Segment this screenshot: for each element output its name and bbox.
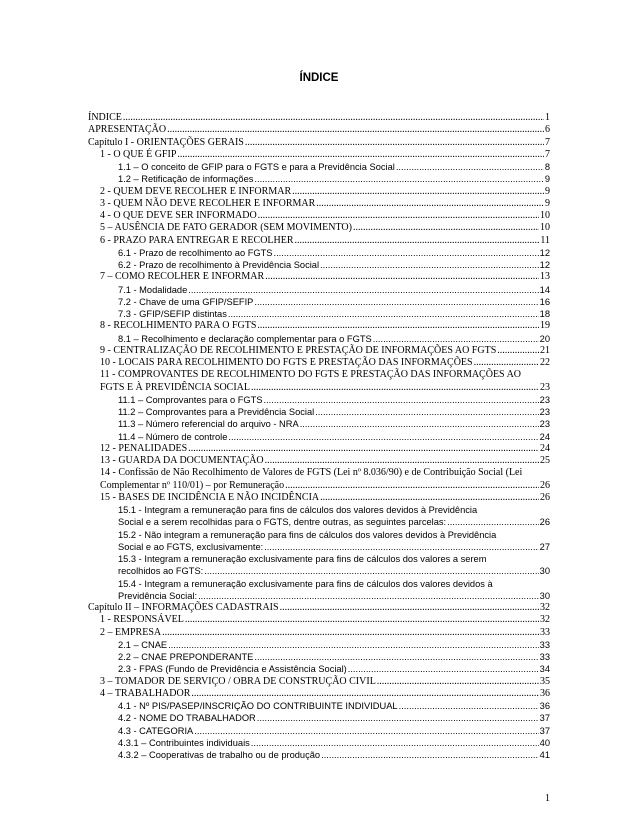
toc-leader-dots	[188, 284, 538, 296]
toc-leader-dots	[264, 541, 538, 553]
toc-leader-dots	[396, 161, 544, 173]
toc-entry-page: 13	[540, 271, 550, 283]
toc-entry[interactable]	[88, 198, 550, 210]
toc-entry-page: 26	[539, 517, 550, 528]
toc-leader-dots	[265, 455, 539, 467]
toc-entry-page: 22	[540, 357, 550, 368]
toc-entry-page: 10	[540, 222, 550, 234]
toc-entry-title: 1.1 – O conceito de GFIP para o FGTS e para a Previdência Social	[118, 162, 395, 172]
toc-entry[interactable]	[88, 382, 550, 394]
toc-entry-title: 12 - PENALIDADES	[100, 442, 188, 454]
toc-leader-dots	[254, 173, 543, 185]
toc-entry[interactable]	[88, 161, 550, 173]
toc-entry[interactable]	[88, 663, 550, 675]
toc-leader-dots	[168, 639, 539, 651]
toc-entry[interactable]	[88, 369, 550, 381]
toc-entry-page: 33	[539, 639, 550, 650]
toc-entry-title: 5 – AUSÊNCIA DE FATO GERADOR (SEM MOVIMENTO)	[100, 222, 352, 234]
toc-entry[interactable]	[88, 222, 550, 234]
toc-entry-page: 9	[545, 185, 550, 197]
toc-entry-page: 41	[539, 750, 550, 760]
toc-leader-dots	[399, 700, 539, 712]
toc-leader-dots	[162, 627, 539, 639]
toc-entry[interactable]	[88, 700, 550, 712]
toc-entry-title: 4.1 - Nº PIS/PASEP/INSCRIÇÃO DO CONTRIBUINTE INDIVIDUAL	[118, 701, 398, 711]
toc-entry-page: 27	[539, 541, 550, 552]
toc-leader-dots	[257, 712, 539, 724]
toc-entry-page: 19	[540, 320, 550, 332]
toc-entry-title: 10 - LOCAIS PARA RECOLHIMENTO DO FGTS E PRESTAÇÃO DAS INFORMAÇÕES	[100, 357, 473, 368]
toc-entry[interactable]	[88, 443, 550, 455]
toc-entry-title: 15.2 - Não integram a remuneração para fins de cálculos dos valores devidos à Previdência	[118, 529, 497, 540]
toc-entry-page: 32	[540, 614, 550, 626]
toc-entry-page: 32	[540, 602, 550, 613]
toc-entry-title: 15 - BASES DE INCIDÊNCIA E NÃO INCIDÊNCIA	[100, 491, 320, 503]
toc-entry-title: APRESENTAÇÃO	[88, 124, 167, 136]
toc-entry-page: 37	[539, 713, 550, 724]
toc-entry[interactable]	[88, 235, 550, 247]
toc-entry-page: 34	[539, 664, 550, 675]
toc-entry-page: 37	[539, 725, 550, 736]
toc-entry[interactable]	[88, 578, 550, 590]
toc-leader-dots	[373, 333, 539, 345]
toc-entry-page: 14	[539, 284, 550, 295]
toc-entry-title: 4 - O QUE DEVE SER INFORMADO	[100, 210, 257, 221]
toc-entry-title: 8.1 – Recolhimento e declaração complementar para o FGTS	[118, 333, 372, 344]
toc-entry-title: 14 - Confissão de Não Recolhimento de Valores de FGTS (Lei nº 8.036/90) e de Contribuição Social (Lei	[100, 467, 523, 479]
toc-entry-title: Capítulo I - ORIENTAÇÕES GERAIS	[88, 136, 244, 148]
toc-entry[interactable]	[88, 431, 550, 443]
toc-entry-title: 4.3.2 – Cooperativas de trabalho ou de produção	[118, 750, 321, 760]
toc-leader-dots	[245, 137, 544, 149]
toc-leader-dots	[204, 565, 538, 577]
toc-entry[interactable]	[88, 504, 550, 516]
toc-entry-title: 15.3 - Integram a remuneração exclusivamente para fins de cálculos dos valores a serem	[118, 554, 487, 564]
toc-entry[interactable]	[88, 725, 550, 737]
toc-entry[interactable]	[88, 590, 550, 602]
toc-entry[interactable]	[88, 247, 550, 259]
toc-entry-title: 7.2 - Chave de uma GFIP/SEFIP	[118, 296, 254, 307]
toc-entry-title: 2.3 - FPAS (Fundo de Previdência e Assistência Social)	[118, 664, 347, 675]
toc-entry-title: Social e ao FGTS, exclusivamente:	[118, 541, 264, 552]
toc-entry-title: Capítulo II – INFORMAÇÕES CADASTRAIS	[88, 602, 279, 613]
toc-leader-dots	[274, 247, 539, 259]
toc-leader-dots	[348, 663, 539, 675]
toc-entry-page: 23	[540, 381, 550, 393]
toc-leader-dots	[320, 492, 539, 504]
toc-entry[interactable]	[88, 406, 550, 418]
toc-entry-page: 40	[539, 737, 550, 748]
toc-entry[interactable]	[88, 541, 550, 553]
toc-entry-title: 1 - O QUE É GFIP	[100, 148, 177, 160]
toc-entry-page: 36	[540, 687, 550, 699]
toc-entry[interactable]	[88, 712, 550, 724]
toc-entry-page: 24	[539, 431, 550, 442]
toc-entry[interactable]	[88, 553, 550, 565]
toc-entry[interactable]	[88, 173, 550, 185]
toc-leader-dots	[167, 124, 544, 136]
toc-entry-page: 26	[540, 491, 550, 503]
toc-leader-dots	[285, 480, 539, 492]
toc-entry[interactable]	[88, 296, 550, 308]
toc-entry[interactable]	[88, 210, 550, 222]
toc-leader-dots	[251, 382, 539, 394]
toc-entry-title: 8 - RECOLHIMENTO PARA O FGTS	[100, 320, 257, 332]
toc-entry-title: 6.2 - Prazo de recolhimento à Previdência Social	[118, 260, 320, 270]
toc-entry-title: 11.3 – Número referencial do arquivo - NRA	[118, 419, 299, 430]
toc-entry-title: 11.4 – Número de controle	[118, 431, 228, 442]
toc-entry-page: 30	[539, 590, 550, 601]
toc-entry[interactable]	[88, 357, 550, 369]
toc-leader-dots	[194, 725, 538, 737]
toc-entry-title: 3 – TOMADOR DE SERVIÇO / OBRA DE CONSTRUÇÃO CIVIL	[100, 675, 376, 687]
toc-entry-page: 23	[539, 419, 550, 430]
toc-entry-page: 7	[545, 148, 550, 160]
toc-entry-title: 4.3 - CATEGORIA	[118, 725, 194, 736]
toc-entry[interactable]	[88, 149, 550, 161]
toc-leader-dots	[315, 406, 538, 418]
toc-entry-page: 21	[540, 344, 550, 356]
toc-entry-title: 13 - GUARDA DA DOCUMENTAÇÃO	[100, 455, 264, 466]
toc-entry[interactable]	[88, 284, 550, 296]
toc-entry-title: 7.1 - Modalidade	[118, 284, 188, 295]
toc-leader-dots	[265, 271, 539, 283]
toc-entry-title: 2 – EMPRESA	[100, 626, 162, 638]
toc-entry-page: 9	[545, 197, 550, 209]
toc-entry-page: 30	[539, 566, 550, 577]
page-title: ÍNDICE	[299, 72, 339, 84]
toc-entry-title: 11 - COMPROVANTES DE RECOLHIMENTO DO FGTS E PRESTAÇÃO DAS INFORMAÇÕES AO	[100, 369, 522, 381]
toc-entry-page: 9	[544, 174, 550, 185]
toc-entry[interactable]	[88, 480, 550, 492]
toc-leader-dots	[353, 222, 539, 234]
toc-leader-dots	[254, 651, 538, 663]
toc-entry[interactable]	[88, 529, 550, 541]
toc-leader-dots	[377, 676, 539, 688]
toc-entry[interactable]	[88, 651, 550, 663]
toc-leader-dots	[251, 737, 539, 749]
toc-entry-page: 23	[539, 394, 550, 405]
toc-entry[interactable]	[88, 455, 550, 467]
toc-leader-dots	[177, 149, 544, 161]
toc-entry-page: 1	[545, 112, 550, 123]
toc-entry-page: 10	[540, 210, 550, 221]
toc-entry-page: 16	[539, 296, 550, 307]
toc-entry[interactable]	[88, 639, 550, 651]
toc-entry[interactable]	[88, 124, 550, 136]
toc-leader-dots	[257, 320, 539, 332]
toc-leader-dots	[316, 198, 544, 210]
toc-entry[interactable]	[88, 345, 550, 357]
toc-entry-page: 18	[539, 309, 550, 319]
toc-entry[interactable]	[88, 565, 550, 577]
toc-entry-page: 12	[539, 247, 550, 258]
toc-entry-page: 11	[540, 234, 550, 246]
toc-entry-title: 4 – TRABALHADOR	[100, 687, 191, 699]
toc-entry[interactable]	[88, 627, 550, 639]
toc-leader-dots	[447, 516, 539, 528]
toc-leader-dots	[280, 602, 539, 614]
toc-leader-dots	[474, 357, 539, 369]
toc-entry-page: 36	[539, 701, 550, 711]
toc-entry-title: Complementar nº 110/01) – por Remuneração	[100, 479, 285, 491]
toc-entry-page: 25	[540, 455, 550, 466]
toc-leader-dots	[300, 418, 539, 430]
toc-leader-dots	[228, 308, 539, 320]
toc-leader-dots	[254, 296, 538, 308]
toc-entry[interactable]	[88, 737, 550, 749]
toc-entry-page: 24	[540, 442, 550, 454]
toc-entry-title: 3 - QUEM NÃO DEVE RECOLHER E INFORMAR	[100, 197, 316, 209]
toc-entry-page: 20	[539, 333, 550, 344]
toc-entry-title: Social e a serem recolhidas para o FGTS, dentre outras, as seguintes parcelas:	[118, 517, 447, 528]
toc-entry[interactable]	[88, 467, 550, 479]
page-number: 1	[545, 793, 550, 804]
toc-leader-dots	[264, 394, 539, 406]
toc-entry-title: 7 – COMO RECOLHER E INFORMAR	[100, 271, 265, 283]
toc-entry-title: 2.2 – CNAE PREPONDERANTE	[118, 652, 254, 662]
toc-entry-page: 23	[539, 407, 550, 417]
toc-leader-dots	[292, 186, 544, 198]
toc-entry[interactable]	[88, 112, 550, 124]
toc-entry-title: FGTS E À PREVIDÊNCIA SOCIAL	[100, 381, 251, 393]
toc-entry-title: 4.2 - NOME DO TRABALHADOR	[118, 713, 256, 724]
toc-entry-title: Previdência Social:	[118, 590, 198, 601]
toc-entry[interactable]	[88, 418, 550, 430]
toc-entry-title: 1 - RESPONSÁVEL	[100, 614, 184, 626]
toc-entry[interactable]	[88, 749, 550, 761]
toc-entry-title: 4.3.1 – Contribuintes individuais	[118, 737, 250, 748]
toc-entry-page: 6	[545, 124, 550, 136]
toc-entry[interactable]	[88, 259, 550, 271]
toc-entry[interactable]	[88, 516, 550, 528]
toc-entry-title: 15.4 - Integram a remuneração exclusivamente para fins de cálculos dos valores devidos à	[118, 578, 493, 589]
toc-leader-dots	[258, 210, 539, 222]
toc-leader-dots	[321, 749, 539, 761]
toc-leader-dots	[228, 431, 538, 443]
toc-entry-title: 7.3 - GFIP/SEFIP distintas	[118, 309, 227, 319]
toc-entry-title: 15.1 - Integram a remuneração para fins de cálculos dos valores devidos à Previdência	[118, 505, 478, 515]
toc-entry-title: 11.2 – Comprovantes para a Previdência Social	[118, 407, 315, 417]
toc-entry-title: 11.1 – Comprovantes para o FGTS	[118, 394, 263, 405]
table-of-contents	[88, 112, 550, 761]
toc-leader-dots	[295, 235, 540, 247]
toc-entry-title: 2.1 – CNAE	[118, 639, 168, 650]
toc-entry[interactable]	[88, 688, 550, 700]
toc-entry[interactable]	[88, 614, 550, 626]
toc-entry[interactable]	[88, 271, 550, 283]
toc-leader-dots	[188, 443, 539, 455]
toc-entry-title: 6.1 - Prazo de recolhimento ao FGTS	[118, 247, 273, 258]
toc-leader-dots	[198, 590, 539, 602]
toc-entry-page: 33	[539, 652, 550, 662]
toc-leader-dots	[191, 688, 539, 700]
toc-entry-title: 2 - QUEM DEVE RECOLHER E INFORMAR	[100, 185, 292, 197]
toc-entry-page: 7	[545, 136, 550, 148]
toc-entry[interactable]	[88, 333, 550, 345]
toc-entry[interactable]	[88, 602, 550, 614]
toc-entry-page: 33	[540, 626, 550, 638]
toc-leader-dots	[320, 259, 539, 271]
toc-entry-title: ÍNDICE	[88, 112, 122, 123]
toc-leader-dots	[185, 614, 539, 626]
toc-entry-title: recolhidos ao FGTS:	[118, 566, 204, 577]
toc-entry[interactable]	[88, 320, 550, 332]
toc-entry-title: 1.2 – Retificação de informações	[118, 174, 254, 185]
toc-entry[interactable]	[88, 394, 550, 406]
toc-leader-dots	[497, 345, 539, 357]
toc-entry[interactable]	[88, 137, 550, 149]
toc-entry[interactable]	[88, 676, 550, 688]
toc-entry-page: 35	[540, 675, 550, 687]
toc-entry-page: 26	[540, 479, 550, 491]
toc-entry[interactable]	[88, 186, 550, 198]
toc-leader-dots	[123, 112, 544, 124]
toc-entry-page: 8	[544, 162, 550, 172]
toc-entry[interactable]	[88, 308, 550, 320]
toc-entry-page: 12	[539, 260, 550, 270]
toc-entry[interactable]	[88, 492, 550, 504]
toc-entry-title: 9 - CENTRALIZAÇÃO DE RECOLHIMENTO E PRESTAÇÃO DE INFORMAÇÕES AO FGTS	[100, 344, 497, 356]
toc-entry-title: 6 - PRAZO PARA ENTREGAR E RECOLHER	[100, 234, 294, 246]
